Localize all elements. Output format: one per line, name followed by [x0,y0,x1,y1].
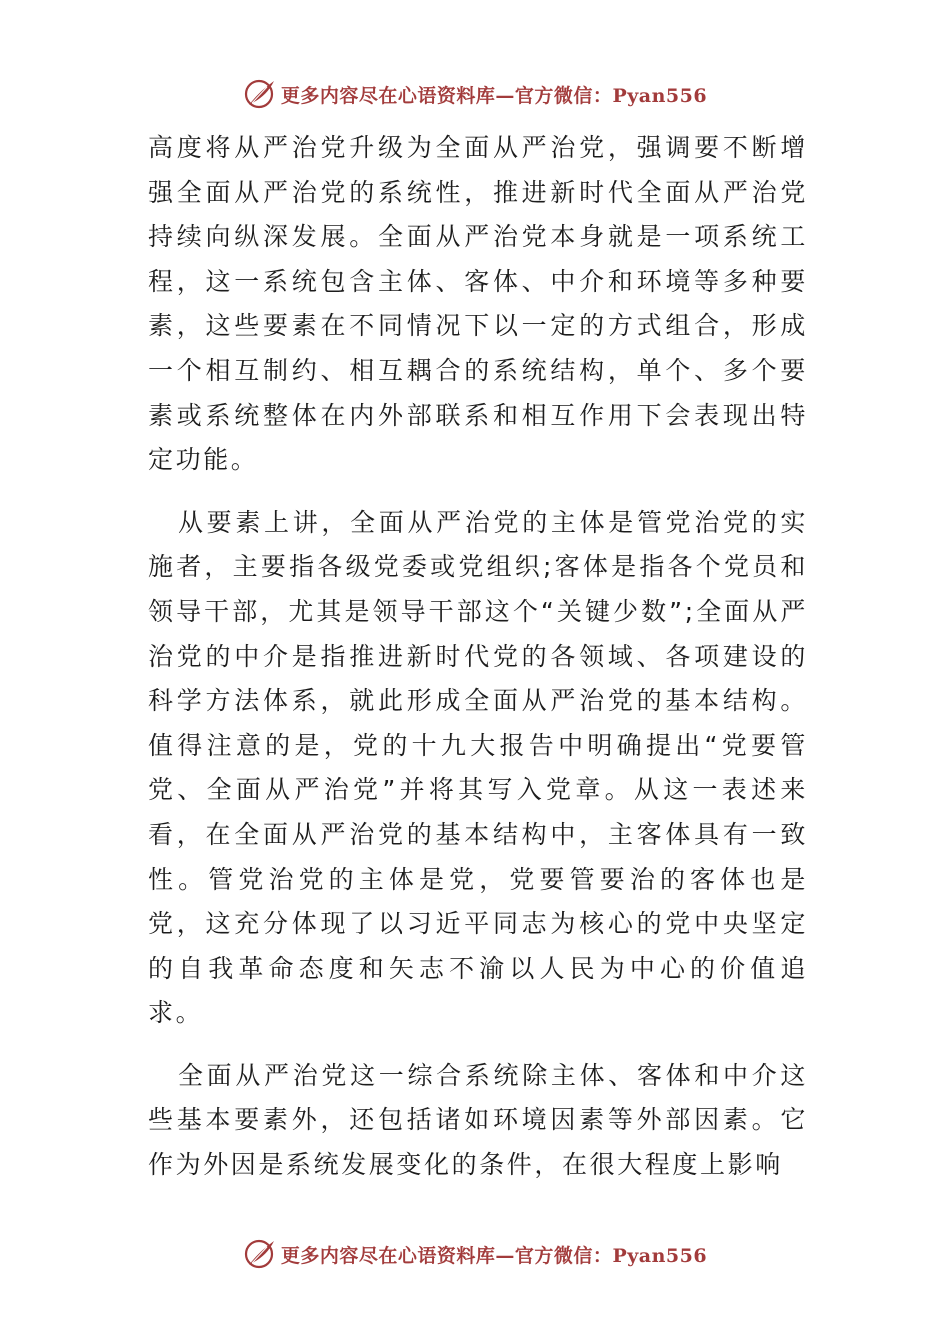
wechat-id: Pyan556 [612,1244,708,1267]
paragraph-3: 全面从严治党这一综合系统除主体、客体和中介这些基本要素外，还包括诸如环境因素等外部因素。它作为外因是系统发展变化的条件，在很大程度上影响 [148,1060,808,1180]
header-banner [0,74,950,114]
quill-logo-icon [243,77,277,111]
quill-logo-icon [243,1237,277,1271]
banner-label: 更多内容尽在心语资料库—官方微信：Pyan556 [280,1244,708,1267]
document-body [148,126,808,1188]
paragraph-1: 高度将从严治党升级为全面从严治党，强调要不断增强全面从严治党的系统性，推进新时代全面从严治党持续向纵深发展。全面从严治党本身就是一项系统工程，这一系统包含主体、客体、中介和环境等多种要素，这些要素在不同情况下以一定的方式组合，形成一个相互制约、相互耦合的系统结构，单个、多个要素或系统整体在内外部联系和相互作用下会表现出特定功能。 [148,133,808,475]
wechat-id: Pyan556 [612,84,708,107]
footer-banner [0,1234,950,1274]
banner-label: 更多内容尽在心语资料库—官方微信：Pyan556 [280,84,708,107]
paragraph-2: 从要素上讲，全面从严治党的主体是管党治党的实施者，主要指各级党委或党组织;客体是指各个党员和领导干部，尤其是领导干部这个“关键少数”;全面从严治党的中介是指推进新时代党的各领域、各项建设的科学方法体系，就此形成全面从严治党的基本结构。值得注意的是，党的十九大报告中明确提出“党要管党、全面从严治党”并将其写入党章。从这一表述来看，在全面从严治党的基本结构中，主客体具有一致性。管党治党的主体是党，党要管要治的客体也是党，这充分体现了以习近平同志为核心的党中央坚定的自我革命态度和矢志不渝以人民为中心的价值追求。 [148,507,808,1028]
